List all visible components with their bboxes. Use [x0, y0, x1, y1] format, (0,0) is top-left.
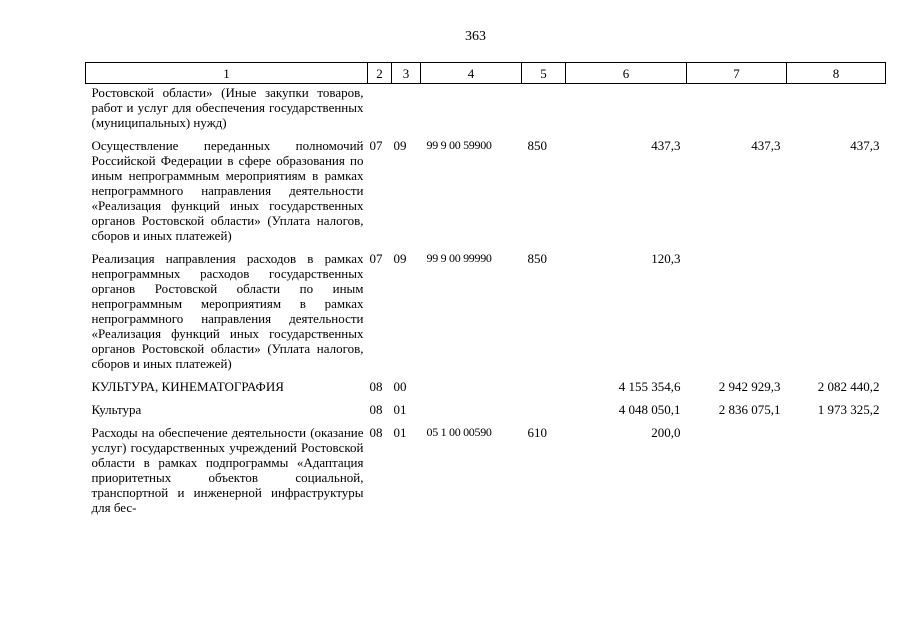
budget-table: [85, 62, 886, 519]
row-description: Реализация направления расходов в рамках непрограммных расходов государственных органов Ростовской области по иным непрограммным мероприятиям в рамках непрограммного направления деятельности «Реализация функций иных государственных органов Ростовской области» (Уплата налогов, сборов и иных платежей): [91, 251, 364, 371]
column-header-1: 1: [86, 63, 368, 84]
target-article-code: [421, 398, 522, 421]
column-header-4: 4: [421, 63, 522, 84]
target-article-code: 05 1 00 00590: [426, 425, 492, 439]
row-description: Осуществление переданных полномочий Российской Федерации в сфере образования по иным непрограммным мероприятиям в рамках непрограммного направления деятельности «Реализация функций иных государственных органов Ростовской области» (Уплата налогов, сборов и иных платежей): [91, 138, 364, 243]
expense-type-code: 610: [527, 425, 547, 440]
amount-col-8: [787, 84, 886, 135]
amount-col-6: 200,0: [651, 425, 681, 440]
page-number: 363: [465, 29, 486, 44]
amount-col-7: 437,3: [751, 138, 781, 153]
target-article-code: 99 9 00 59900: [426, 138, 492, 152]
amount-col-8: 437,3: [850, 138, 880, 153]
section-code: 08: [369, 402, 383, 417]
amount-col-6: 4 155 354,6: [618, 379, 681, 394]
column-header-8: 8: [787, 63, 886, 84]
row-description: Расходы на обеспечение деятельности (оказание услуг) государственных учреждений Ростовской области в рамках подпрограммы «Адаптация приоритетных объектов социальной, транспортной и инженерной инфраструктуры для бес-: [91, 425, 364, 515]
amount-col-6: 437,3: [651, 138, 681, 153]
section-code: 07: [369, 138, 383, 153]
amount-col-7: [687, 247, 787, 375]
target-article-code: [421, 375, 522, 398]
subsection-code: 09: [393, 251, 407, 266]
amount-col-8: [787, 247, 886, 375]
amount-col-7: [687, 421, 787, 519]
target-article-code: [421, 84, 522, 135]
row-description: Культура: [91, 402, 142, 417]
subsection-code: 00: [393, 379, 407, 394]
section-code: 07: [369, 251, 383, 266]
amount-col-8: 1 973 325,2: [817, 402, 880, 417]
amount-col-6: 4 048 050,1: [618, 402, 681, 417]
table-row: [86, 398, 886, 421]
target-article-code: 99 9 00 99990: [426, 251, 492, 265]
row-description: КУЛЬТУРА, КИНЕМАТОГРАФИЯ: [91, 379, 284, 394]
column-header-3: 3: [392, 63, 421, 84]
expense-type-code: 850: [527, 251, 547, 266]
subsection-code: [392, 84, 421, 135]
subsection-code: 01: [393, 425, 407, 440]
expense-type-code: 850: [527, 138, 547, 153]
amount-col-8: [787, 421, 886, 519]
column-header-7: 7: [687, 63, 787, 84]
amount-col-7: 2 836 075,1: [718, 402, 781, 417]
header-row: [86, 63, 886, 84]
section-code: 08: [369, 379, 383, 394]
subsection-code: 01: [393, 402, 407, 417]
amount-col-8: 2 082 440,2: [817, 379, 880, 394]
column-header-2: 2: [368, 63, 392, 84]
section-code: [368, 84, 392, 135]
amount-col-7: [687, 84, 787, 135]
column-header-6: 6: [566, 63, 687, 84]
subsection-code: 09: [393, 138, 407, 153]
amount-col-6: 120,3: [651, 251, 681, 266]
amount-col-6: [566, 84, 687, 135]
table-row: [86, 84, 886, 135]
expense-type-code: [522, 84, 566, 135]
row-description: Ростовской области» (Иные закупки товаров, работ и услуг для обеспечения государственных (муниципальных) нужд): [91, 85, 364, 130]
column-header-5: 5: [522, 63, 566, 84]
amount-col-7: 2 942 929,3: [718, 379, 781, 394]
table-row: [86, 375, 886, 398]
section-code: 08: [369, 425, 383, 440]
table-row: [86, 134, 886, 247]
table-row: [86, 421, 886, 519]
table-row: [86, 247, 886, 375]
expense-type-code: [522, 375, 566, 398]
expense-type-code: [522, 398, 566, 421]
